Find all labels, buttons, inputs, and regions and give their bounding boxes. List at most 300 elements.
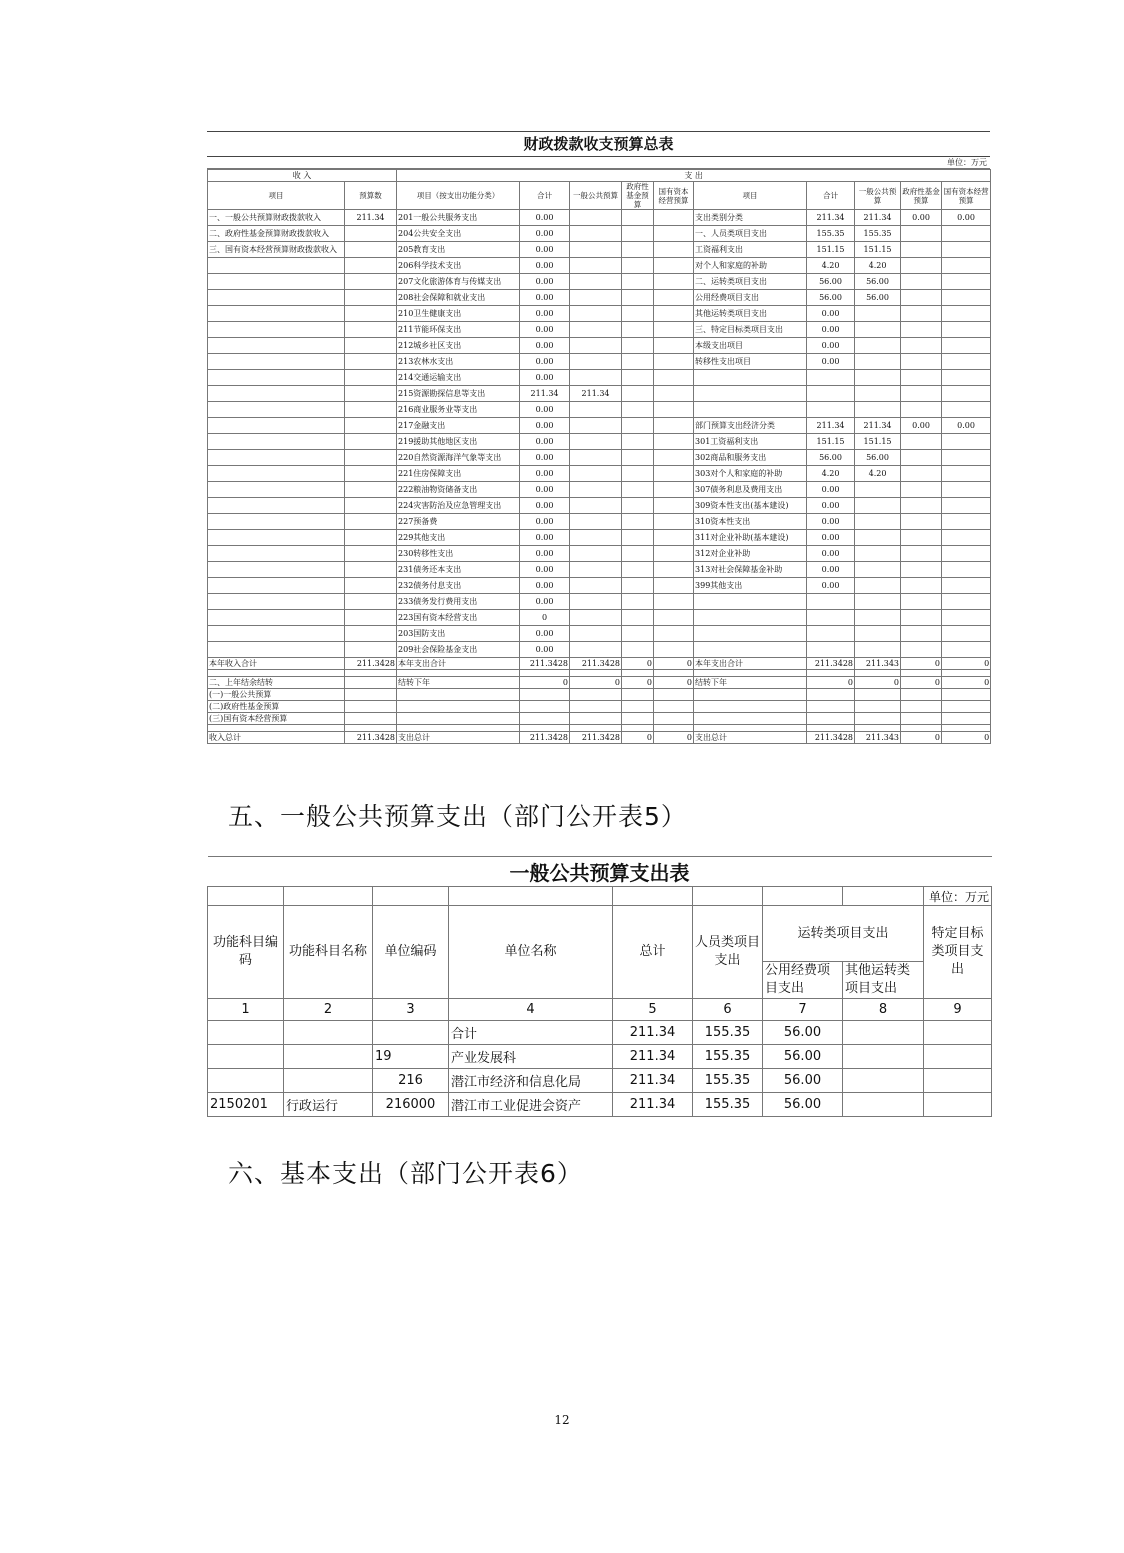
table1-cell: [654, 242, 694, 258]
table1-cell: 0.00: [807, 338, 855, 354]
table1-row: [208, 658, 991, 670]
table2-cell: 56.00: [763, 1093, 843, 1117]
table2-cell: 56.00: [763, 1069, 843, 1093]
table1-cell: [901, 354, 942, 370]
table1-cell: 0.00: [520, 514, 570, 530]
table1-row: [208, 306, 991, 322]
table1-cell: [570, 338, 622, 354]
table1-cell: 0.00: [807, 354, 855, 370]
table1-row: [208, 434, 991, 450]
table1-cell: 0.00: [520, 578, 570, 594]
table1-unit: 单位：万元: [207, 157, 990, 169]
table1-cell: 208社会保障和就业支出: [397, 290, 520, 306]
table1-cell: [622, 226, 654, 242]
table1-cell: [622, 626, 654, 642]
table1-cell: 211节能环保支出: [397, 322, 520, 338]
table1-cell: 本级支出项目: [694, 338, 807, 354]
table1-cell: [694, 594, 807, 610]
table1-cell: [345, 306, 397, 322]
table1-row: [208, 642, 991, 658]
table1-cell: [570, 546, 622, 562]
table1-cell: [901, 482, 942, 498]
table1-cell: [694, 370, 807, 386]
table1-cell: [622, 450, 654, 466]
table1-cell: [345, 370, 397, 386]
table1-row: [208, 290, 991, 306]
table1-cell: [901, 226, 942, 242]
table1-cell: [654, 514, 694, 530]
table1-cell: [345, 322, 397, 338]
table1-cell: 155.35: [855, 226, 901, 242]
table1-cell: [654, 578, 694, 594]
table1-cell: 本年支出合计: [397, 658, 520, 670]
table1-cell: [855, 546, 901, 562]
table1-cell: [622, 610, 654, 626]
table1-cell: [208, 306, 345, 322]
table2-row: [208, 1021, 992, 1045]
table1-cell: 0.00: [901, 210, 942, 226]
table1-cell: 0.00: [807, 306, 855, 322]
col-gov-fund2: 政府性基金预算: [901, 182, 942, 210]
table1-cell: [654, 226, 694, 242]
table2-row: [208, 1045, 992, 1069]
col-number: 2: [284, 999, 373, 1021]
table1-cell: [807, 642, 855, 658]
table1-cell: [570, 482, 622, 498]
table1-cell: 0: [622, 732, 654, 744]
col-state-capital2: 国有资本经营预算: [942, 182, 991, 210]
table1-cell: [345, 677, 397, 689]
table1-cell: [855, 562, 901, 578]
table1-cell: 312对企业补助: [694, 546, 807, 562]
table1-cell: [345, 610, 397, 626]
table1-cell: [622, 434, 654, 450]
table1-row: [208, 689, 991, 701]
table1-cell: [694, 402, 807, 418]
table1-cell: 56.00: [807, 274, 855, 290]
table1-cell: 0.00: [520, 450, 570, 466]
table2-cell: [373, 1021, 449, 1045]
table1-cell: 0: [520, 610, 570, 626]
table1-cell: 三、特定目标类项目支出: [694, 322, 807, 338]
table1-cell: 211.3428: [807, 658, 855, 670]
table2-title: 一般公共预算支出表: [208, 857, 992, 887]
table1-row: [208, 626, 991, 642]
table1-cell: 0: [901, 658, 942, 670]
table1-cell: 工资福利支出: [694, 242, 807, 258]
table2-cell: [284, 1045, 373, 1069]
table1-row: [208, 498, 991, 514]
table1-cell: [622, 466, 654, 482]
table1-cell: 0.00: [942, 418, 991, 434]
table1-cell: 56.00: [807, 450, 855, 466]
table2-cell: 211.34: [613, 1093, 693, 1117]
table1-cell: 211.34: [855, 210, 901, 226]
table1-cell: 56.00: [855, 450, 901, 466]
table1-cell: [901, 306, 942, 322]
table1-row: [208, 370, 991, 386]
table1-row: [208, 450, 991, 466]
table1-cell: [208, 450, 345, 466]
table1-cell: 0.00: [520, 418, 570, 434]
table1-cell: [622, 258, 654, 274]
table1-cell: 222粮油物资储备支出: [397, 482, 520, 498]
col-special: 特定目标类项目支出: [924, 906, 992, 999]
table1-cell: [654, 418, 694, 434]
table1-cell: 310资本性支出: [694, 514, 807, 530]
col-number: 1: [208, 999, 284, 1021]
income-section-label: 收 入: [208, 170, 397, 182]
table1-cell: [901, 386, 942, 402]
table1-cell: 0.00: [807, 498, 855, 514]
table1-cell: [570, 402, 622, 418]
table1-cell: [570, 530, 622, 546]
table1-cell: [208, 418, 345, 434]
col-other-operating: 其他运转类项目支出: [843, 962, 924, 999]
table1-cell: [855, 370, 901, 386]
table1-cell: 303对个人和家庭的补助: [694, 466, 807, 482]
table1-row: [208, 338, 991, 354]
col-number: 3: [373, 999, 449, 1021]
col-func-name: 功能科目名称: [284, 906, 373, 999]
table1-cell: 215资源勘探信息等支出: [397, 386, 520, 402]
table2-cell: 211.34: [613, 1069, 693, 1093]
table1-cell: 213农林水支出: [397, 354, 520, 370]
table1-cell: [694, 610, 807, 626]
table1-cell: 三、国有资本经营预算财政拨款收入: [208, 242, 345, 258]
table1-cell: 0: [901, 677, 942, 689]
table1-row: [208, 210, 991, 226]
section-heading-5: 五、一般公共预算支出（部门公开表5）: [228, 802, 687, 831]
table1-cell: [855, 594, 901, 610]
table1-cell: 209社会保险基金支出: [397, 642, 520, 658]
table1-cell: [345, 386, 397, 402]
table2-cell: [843, 1069, 924, 1093]
table1-row: [208, 402, 991, 418]
table1-cell: [855, 610, 901, 626]
table1-cell: [208, 258, 345, 274]
table1-cell: 211.3428: [570, 732, 622, 744]
table1-cell: 211.34: [807, 418, 855, 434]
table1-cell: [654, 610, 694, 626]
table1-cell: [901, 322, 942, 338]
table1-cell: 0: [855, 677, 901, 689]
table1-cell: [942, 242, 991, 258]
table1-cell: [622, 498, 654, 514]
table1-cell: 本年支出合计: [694, 658, 807, 670]
table1-cell: 二、运转类项目支出: [694, 274, 807, 290]
table1-cell: [654, 642, 694, 658]
table1-cell: 211.3428: [345, 732, 397, 744]
table1-cell: 0.00: [520, 290, 570, 306]
table1-cell: [570, 642, 622, 658]
table1-cell: 支出类别分类: [694, 210, 807, 226]
table1-cell: 0.00: [520, 562, 570, 578]
table1-cell: 221住房保障支出: [397, 466, 520, 482]
table1-cell: [345, 450, 397, 466]
table1-cell: [855, 578, 901, 594]
table1-cell: 0.00: [520, 354, 570, 370]
table2-cell: [924, 1093, 992, 1117]
table1-cell: (一)一般公共预算: [208, 689, 345, 701]
table1-cell: 201一般公共服务支出: [397, 210, 520, 226]
table1-cell: 公用经费项目支出: [694, 290, 807, 306]
table1-cell: [901, 562, 942, 578]
table1-cell: 211.3428: [520, 658, 570, 670]
table1-cell: 0.00: [520, 466, 570, 482]
table1-cell: [570, 258, 622, 274]
table1-cell: [654, 274, 694, 290]
col-number: 4: [449, 999, 613, 1021]
table1-cell: [855, 530, 901, 546]
table1-cell: [855, 306, 901, 322]
table1-cell: 230转移性支出: [397, 546, 520, 562]
table2-cell: [843, 1021, 924, 1045]
table1-cell: 0.00: [520, 210, 570, 226]
table1-row: [208, 546, 991, 562]
table2-cell: 56.00: [763, 1045, 843, 1069]
table1-cell: 0: [901, 732, 942, 744]
table1-cell: 0.00: [520, 642, 570, 658]
table1-cell: [942, 386, 991, 402]
table1-cell: [942, 306, 991, 322]
table1-cell: [901, 626, 942, 642]
table1-cell: 0.00: [807, 322, 855, 338]
table1-cell: 0.00: [901, 418, 942, 434]
table2-cell: 2150201: [208, 1093, 284, 1117]
table1-cell: 214交通运输支出: [397, 370, 520, 386]
table1-cell: [570, 578, 622, 594]
table1-row: [208, 677, 991, 689]
table1-cell: [942, 610, 991, 626]
table1-cell: 4.20: [807, 258, 855, 274]
table1-cell: [622, 338, 654, 354]
table1-cell: [807, 386, 855, 402]
table1-cell: [570, 466, 622, 482]
table1-cell: 0.00: [520, 322, 570, 338]
table1-cell: 151.15: [807, 242, 855, 258]
table1-cell: [901, 594, 942, 610]
table1-cell: 216商业服务业等支出: [397, 402, 520, 418]
table2-cell: [924, 1045, 992, 1069]
table1-cell: [654, 466, 694, 482]
page-number: 12: [554, 1413, 570, 1427]
table1-cell: [345, 466, 397, 482]
table1-cell: [901, 466, 942, 482]
table1-cell: (三)国有资本经营预算: [208, 713, 345, 725]
col-public-funds: 公用经费项目支出: [763, 962, 843, 999]
table1-cell: [570, 610, 622, 626]
table1-cell: 212城乡社区支出: [397, 338, 520, 354]
table1-cell: [570, 450, 622, 466]
table1-cell: 0: [654, 677, 694, 689]
table1-cell: 211.34: [520, 386, 570, 402]
table1-cell: [345, 514, 397, 530]
expense-section-label: 支 出: [397, 170, 991, 182]
col-total2: 合计: [807, 182, 855, 210]
table1-cell: [570, 514, 622, 530]
table2-cell: [284, 1021, 373, 1045]
table1-cell: 二、上年结余结转: [208, 677, 345, 689]
table1-cell: [570, 418, 622, 434]
col-item-func: 项目（按支出功能分类）: [397, 182, 520, 210]
table1-cell: 收入总计: [208, 732, 345, 744]
table1-cell: 211.3428: [807, 732, 855, 744]
table1-cell: 0.00: [807, 530, 855, 546]
table1-cell: 0: [942, 732, 991, 744]
table2-cell: 产业发展科: [449, 1045, 613, 1069]
table1-cell: 0.00: [520, 242, 570, 258]
section-heading-6: 六、基本支出（部门公开表6）: [228, 1159, 583, 1188]
table1-cell: [622, 290, 654, 306]
table1-title: 财政拨款收支预算总表: [207, 131, 990, 157]
table1-row: [208, 514, 991, 530]
table2-cell: 216000: [373, 1093, 449, 1117]
table1-cell: [622, 386, 654, 402]
table1-cell: [654, 370, 694, 386]
table1-cell: 0: [942, 658, 991, 670]
table1-cell: 211.343: [855, 658, 901, 670]
table1-cell: [622, 642, 654, 658]
table1-cell: [654, 434, 694, 450]
table1-cell: [208, 546, 345, 562]
table1-cell: [654, 258, 694, 274]
table1-cell: [345, 594, 397, 610]
table1-cell: 0.00: [520, 482, 570, 498]
col-number: 5: [613, 999, 693, 1021]
table1-cell: [942, 546, 991, 562]
table1-cell: 0: [520, 677, 570, 689]
table1-cell: [654, 482, 694, 498]
table2-cell: [208, 1021, 284, 1045]
table1-grid: [207, 169, 991, 744]
table1-cell: [654, 626, 694, 642]
table1-cell: [570, 354, 622, 370]
table1-cell: [694, 642, 807, 658]
table1-cell: 211.34: [807, 210, 855, 226]
table1-cell: 211.34: [570, 386, 622, 402]
table1-row: [208, 732, 991, 744]
table1-cell: 211.34: [345, 210, 397, 226]
table1-cell: [570, 322, 622, 338]
table1-cell: 211.3428: [520, 732, 570, 744]
table1-cell: [901, 402, 942, 418]
table2-row: [208, 1069, 992, 1093]
table1-cell: [622, 418, 654, 434]
table1-cell: [208, 530, 345, 546]
table1-row: [208, 594, 991, 610]
table2-cell: 155.35: [693, 1045, 763, 1069]
table1-cell: 217金融支出: [397, 418, 520, 434]
table1-cell: [622, 402, 654, 418]
table1-cell: [901, 434, 942, 450]
table2-cell: 合计: [449, 1021, 613, 1045]
table1-cell: 0.00: [520, 546, 570, 562]
table2-header-row: [208, 906, 992, 962]
table1-section-row: [208, 170, 991, 182]
table1-cell: 211.34: [855, 418, 901, 434]
col-general: 一般公共预算: [570, 182, 622, 210]
table1-cell: [208, 578, 345, 594]
table1-cell: [208, 274, 345, 290]
table1-cell: [570, 498, 622, 514]
table2-row: [208, 1093, 992, 1117]
table1-cell: [622, 210, 654, 226]
col-number: 6: [693, 999, 763, 1021]
col-unit-name: 单位名称: [449, 906, 613, 999]
col-number: 8: [843, 999, 924, 1021]
table1-cell: [570, 626, 622, 642]
table1-cell: 211.343: [855, 732, 901, 744]
table1-row: [208, 725, 991, 732]
table1-cell: [942, 594, 991, 610]
table1-cell: 0.00: [520, 338, 570, 354]
table1-cell: 4.20: [855, 258, 901, 274]
table1-cell: [855, 338, 901, 354]
table1-cell: 0: [622, 658, 654, 670]
table1-cell: [654, 450, 694, 466]
table1-cell: [345, 562, 397, 578]
table1-cell: 0: [807, 677, 855, 689]
table1-cell: [942, 274, 991, 290]
table1-cell: [855, 642, 901, 658]
table1-cell: 210卫生健康支出: [397, 306, 520, 322]
table1-cell: [942, 626, 991, 642]
table1-cell: 204公共安全支出: [397, 226, 520, 242]
table1-cell: [855, 626, 901, 642]
table1-cell: 233债务发行费用支出: [397, 594, 520, 610]
table1-cell: 151.15: [855, 242, 901, 258]
table1-cell: [208, 642, 345, 658]
table1-cell: [694, 626, 807, 642]
table2-cell: [284, 1069, 373, 1093]
table1-cell: 0: [622, 677, 654, 689]
table1-row: [208, 274, 991, 290]
table1-cell: 0.00: [520, 306, 570, 322]
table1-cell: [901, 290, 942, 306]
table1-cell: [855, 402, 901, 418]
table1-cell: 0.00: [520, 626, 570, 642]
table1-cell: [901, 642, 942, 658]
table1-cell: [654, 530, 694, 546]
table2-grid: [207, 856, 992, 1117]
table2-col-number-row: [208, 999, 992, 1021]
table2-cell: 19: [373, 1045, 449, 1069]
table1-row: [208, 258, 991, 274]
table2-unit: 单位：万元: [924, 887, 992, 906]
table1-cell: [345, 418, 397, 434]
table1-cell: 0.00: [520, 434, 570, 450]
table1-cell: [345, 546, 397, 562]
table1-cell: [807, 370, 855, 386]
table1-cell: [208, 482, 345, 498]
table1-cell: [208, 498, 345, 514]
table1-cell: 207文化旅游体育与传媒支出: [397, 274, 520, 290]
table1-cell: [570, 290, 622, 306]
table1-cell: 0.00: [520, 274, 570, 290]
table1-cell: 56.00: [855, 274, 901, 290]
table1-cell: [901, 258, 942, 274]
table1-cell: 0.00: [520, 594, 570, 610]
table1-cell: 151.15: [855, 434, 901, 450]
table1-cell: [807, 626, 855, 642]
table1-cell: [345, 530, 397, 546]
table1-cell: 0: [654, 658, 694, 670]
table1-cell: 311对企业补助(基本建设): [694, 530, 807, 546]
table1-cell: 0.00: [520, 530, 570, 546]
table1-cell: 220自然资源海洋气象等支出: [397, 450, 520, 466]
table1-cell: [345, 642, 397, 658]
